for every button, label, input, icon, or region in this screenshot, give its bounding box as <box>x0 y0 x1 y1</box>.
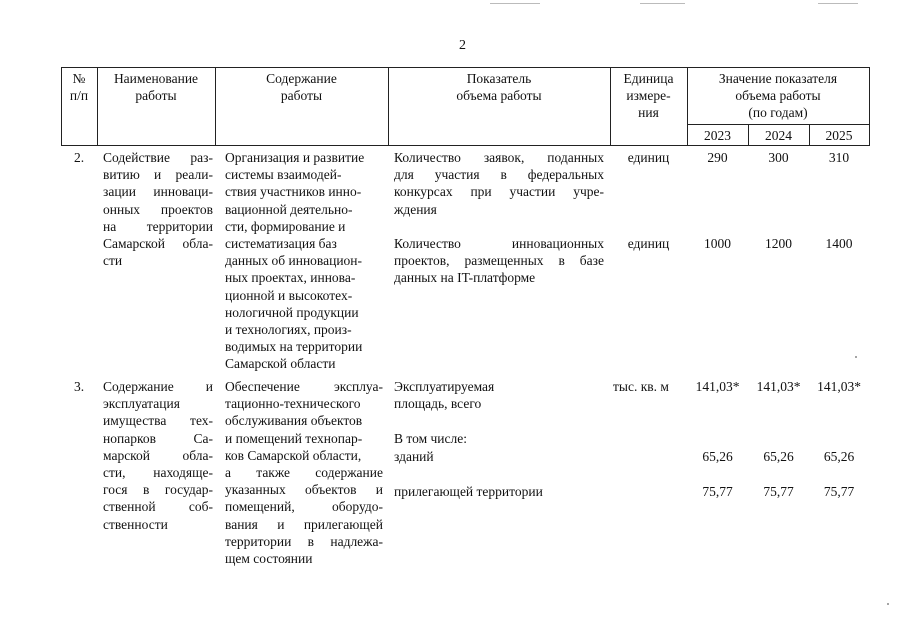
header-unit-line: Единица <box>623 71 674 86</box>
value-2024: 300 <box>768 150 789 165</box>
work-name-line: сти <box>103 253 123 269</box>
header-value-line: объема работы <box>735 88 821 104</box>
row-work-name <box>103 378 213 533</box>
value-2025: 1400 <box>825 236 853 251</box>
header-value-line: Значение показателя <box>718 71 838 86</box>
value-2024: 75,77 <box>763 484 794 499</box>
value-2023: 65,26 <box>702 449 733 464</box>
work-name-line: сти, находяще- <box>103 465 213 481</box>
header-work-name-line: Наименование <box>113 71 199 86</box>
value-2023: 1000 <box>704 236 731 251</box>
header-work-name-line: работы <box>135 88 177 104</box>
work-content-line: а также содержание <box>225 465 383 481</box>
indicator-line: ждения <box>394 201 437 217</box>
work-name-line: витию и реали- <box>103 167 213 183</box>
row-work-content <box>225 378 383 567</box>
header-num-line: № <box>72 71 86 86</box>
header-value <box>687 70 869 122</box>
header-work-name <box>97 70 215 104</box>
table-rule-years <box>687 124 870 125</box>
work-content-line: систематизация баз <box>225 236 337 252</box>
work-name-line: на территории <box>103 218 213 234</box>
indicator-line: для участия в федеральных <box>394 167 604 183</box>
header-year: 2024 <box>765 128 792 143</box>
value-2023: 141,03* <box>695 379 740 394</box>
work-name-line: Самарской обла- <box>103 236 213 252</box>
work-name-line: онных проектов <box>103 201 213 217</box>
work-name-line: Содействие раз- <box>103 150 213 165</box>
header-indicator-line: объема работы <box>456 88 542 104</box>
work-content-line: территории в надлежа- <box>225 533 383 549</box>
indicator-text <box>394 483 604 500</box>
work-content-line: указанных объектов и <box>225 482 383 498</box>
indicator-line: Количество заявок, поданных <box>394 150 604 165</box>
header-value-line: (по годам) <box>748 105 808 121</box>
work-name-line: нопарков Са- <box>103 430 213 446</box>
work-content-line: и технологиях, произ- <box>225 322 352 338</box>
table-rule-right <box>869 67 870 146</box>
work-content-line: ционной и высокотех- <box>225 287 353 303</box>
header-num-line: п/п <box>69 88 89 104</box>
work-content-line: данных об инновацион- <box>225 253 363 269</box>
value-2025: 310 <box>828 150 850 165</box>
indicator-text <box>394 448 604 465</box>
work-content-line: помещений, оборудо- <box>225 499 383 515</box>
indicator-unit: единиц <box>627 236 670 251</box>
indicator-line: В том числе: <box>394 431 467 446</box>
indicator-line: зданий <box>394 449 434 464</box>
value-2023: 290 <box>707 150 728 165</box>
value-2025: 141,03* <box>817 379 861 394</box>
row-work-name <box>103 149 213 269</box>
value-2024: 65,26 <box>763 449 794 464</box>
work-content-line: и помещений технопар- <box>225 430 363 446</box>
indicator-text <box>394 235 604 287</box>
scan-line <box>490 3 540 4</box>
work-name-line: ственности <box>103 516 168 532</box>
row-number: 2. <box>74 150 85 165</box>
indicator-unit: тыс. кв. м <box>613 379 669 394</box>
work-content-line: тационно-технического <box>225 396 361 412</box>
scan-line <box>640 3 685 4</box>
scan-line <box>818 3 858 4</box>
indicator-line: конкурсах при участии учре- <box>394 184 604 200</box>
header-unit <box>610 70 687 122</box>
value-2024: 141,03* <box>756 379 801 394</box>
work-name-line: зации инноваци- <box>103 184 213 200</box>
row-work-content <box>225 149 383 373</box>
indicator-unit: единиц <box>627 150 670 165</box>
header-unit-line: измере- <box>626 88 671 104</box>
header-work-content-line: работы <box>280 88 323 104</box>
indicator-text <box>394 378 604 412</box>
work-content-line: обслуживания объектов <box>225 413 363 429</box>
work-content-line: системы взаимодей- <box>225 167 342 183</box>
work-name-line: гося в государ- <box>103 482 213 498</box>
work-content-line: щем состоянии <box>225 551 313 567</box>
work-content-line: сти, формирование и <box>225 218 346 234</box>
scan-speck <box>855 356 857 358</box>
header-year: 2025 <box>825 128 853 143</box>
indicator-line: Количество инновационных <box>394 236 604 251</box>
indicator-text <box>394 149 604 218</box>
header-indicator-line: Показатель <box>466 71 532 86</box>
work-content-line: вания и прилегающей <box>225 516 383 532</box>
work-content-line: вационной деятельно- <box>225 201 353 217</box>
work-name-line: имущества тех- <box>103 413 213 429</box>
row-number: 3. <box>74 379 85 394</box>
header-indicator <box>388 70 610 104</box>
work-content-line: ствия участников инно- <box>225 184 362 200</box>
indicator-line: площадь, всего <box>394 396 482 412</box>
work-content-line: Обеспечение эксплуа- <box>225 379 383 394</box>
work-content-line: Самарской области <box>225 356 336 372</box>
header-year: 2023 <box>704 128 731 143</box>
header-num <box>61 70 97 104</box>
value-2025: 65,26 <box>823 449 855 464</box>
value-2023: 75,77 <box>702 484 733 499</box>
value-2024: 1200 <box>765 236 792 251</box>
indicator-line: прилегающей территории <box>394 484 543 499</box>
indicator-text <box>394 430 604 447</box>
indicator-line: Эксплуатируемая <box>394 379 495 394</box>
table-rule-top <box>61 67 870 68</box>
work-content-line: Организация и развитие <box>225 150 365 165</box>
work-name-line: марской обла- <box>103 447 213 463</box>
work-name-line: ственной соб- <box>103 499 213 515</box>
header-unit-line: ния <box>638 105 659 121</box>
work-content-line: водимых на территории <box>225 339 363 355</box>
indicator-line: данных на IT-платформе <box>394 270 536 286</box>
page-number: 2 <box>459 38 466 53</box>
work-content-line: ных проектах, иннова- <box>225 270 356 286</box>
header-work-content-line: Содержание <box>266 71 337 86</box>
work-name-line: Содержание и <box>103 379 213 394</box>
indicator-line: проектов, размещенных в базе <box>394 253 604 269</box>
work-name-line: эксплуатация <box>103 396 180 412</box>
header-work-content <box>215 70 388 104</box>
work-content-line: ков Самарской области, <box>225 447 362 463</box>
value-2025: 75,77 <box>823 484 855 499</box>
work-content-line: нологичной продукции <box>225 304 359 320</box>
scan-speck <box>887 603 889 605</box>
